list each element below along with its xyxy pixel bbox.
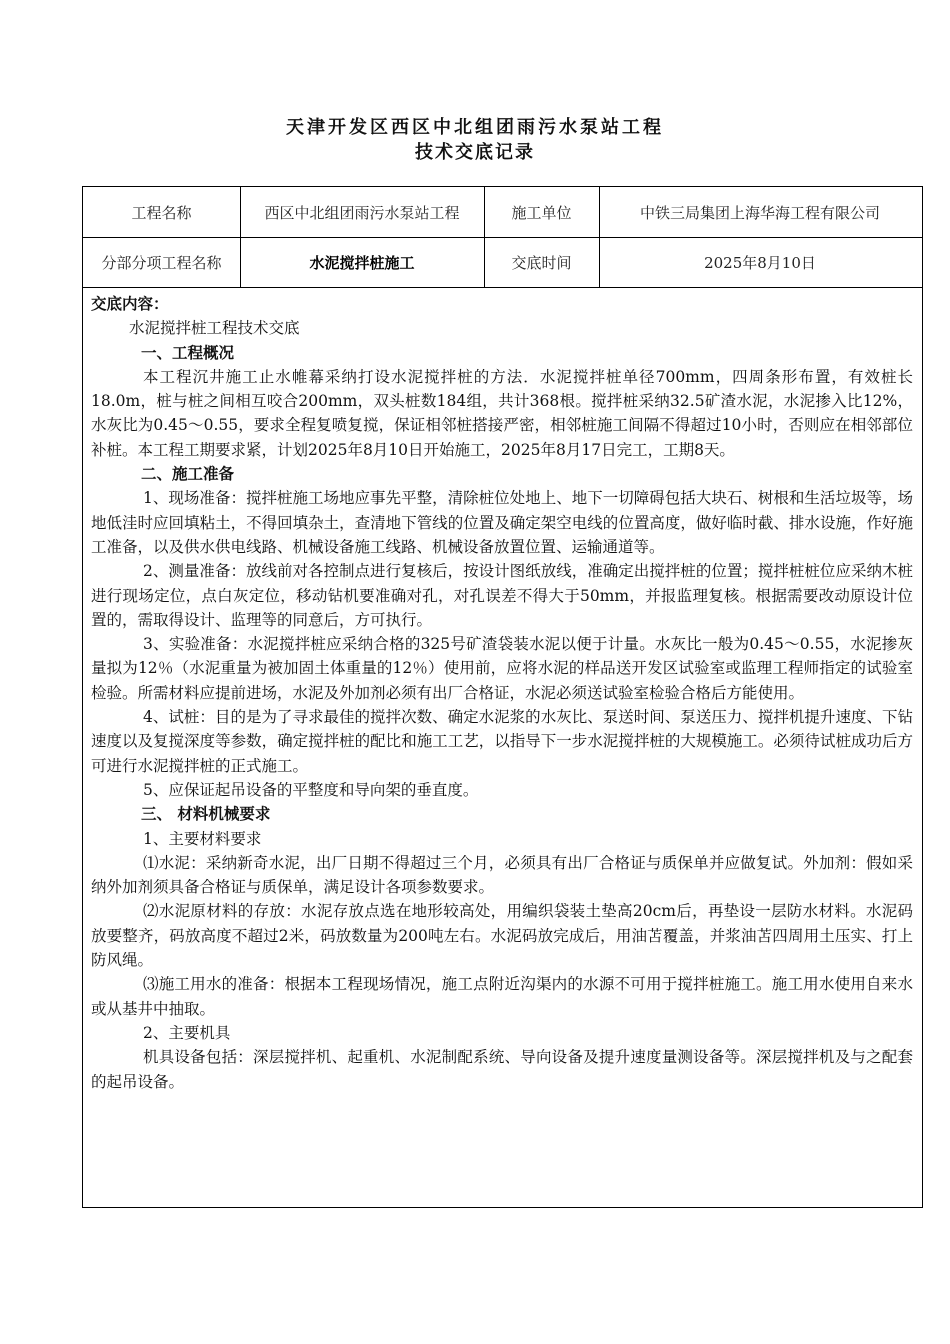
briefing-content	[91, 292, 913, 1094]
grid-line	[83, 287, 922, 288]
subsection-heading: 2、主要机具	[143, 1023, 231, 1042]
subitem-value: 水泥搅拌桩施工	[309, 253, 415, 272]
paragraph: 5、应保证起吊设备的平整度和导向架的垂直度。	[143, 780, 479, 799]
paragraph: ⑶施工用水的准备：根据本工程现场情况，施工点附近沟渠内的水源不可用于搅拌桩施工。施工用水使用自来水或从基井中抽取。	[91, 975, 913, 1018]
project-name-value: 西区中北组团雨污水泵站工程	[264, 203, 460, 222]
paragraph: ⑵水泥原材料的存放：水泥存放点选在地形较高处，用编织袋装土垫高20cm后，再垫设一层防水材料。水泥码放要整齐，码放高度不超过2米，码放数量为200吨左右。水泥码放完成后，用油苫覆盖，并浆油苫四周用土压实、打上防风绳。	[91, 902, 913, 970]
content-label: 交底内容：	[91, 294, 169, 313]
paragraph: 本工程沉井施工止水帷幕采纳打设水泥搅拌桩的方法．水泥搅拌桩单径700mm，四周条形布置，有效桩长18.0m，桩与桩之间相互咬合200mm，双头桩数184组，共计368根。搅拌桩采纳32.5矿渣水泥，水泥掺入比12%，水灰比为0.45～0.55，要求全程复喷复搅，保证相邻桩搭接严密，相邻桩施工间隔不得超过10小时，否则应在相邻部位补桩。本工程工期要求紧，计划2025年8月10日开始施工，2025年8月17日完工，工期8天。	[91, 367, 913, 459]
document-title: 天津开发区西区中北组团雨污水泵站工程	[286, 117, 664, 138]
subsection-heading: 1、主要材料要求	[143, 829, 262, 848]
contractor-label: 施工单位	[511, 203, 572, 222]
paragraph: ⑴水泥：采纳新奇水泥，出厂日期不得超过三个月，必须具有出厂合格证与质保单并应做复试。外加剂：假如采纳外加剂须具备合格证与质保单，满足设计各项参数要求。	[91, 853, 913, 897]
paragraph: 2、测量准备：放线前对各控制点进行复核后，按设计图纸放线，准确定出搅拌桩的位置；搅拌桩桩位应采纳木桩进行现场定位，点白灰定位，移动钻机要准确对孔，对孔误差不得大于50mm，并报监理复核。根据需要改动原设计位置的，需取得设计、监理等的同意后，方可执行。	[91, 562, 913, 629]
date-value: 2025年8月10日	[704, 253, 816, 272]
paragraph: 3、实验准备：水泥搅拌桩应采纳合格的325号矿渣袋装水泥以便于计量。水灰比一般为0.45～0.55，水泥掺灰量拟为12％（水泥重量为被加固土体重量的12％）使用前，应将水泥的样品送开发区试验室或监理工程师指定的试验室检验。所需材料应提前进场，水泥及外加剂必须有出厂合格证，水泥必须送试验室检验合格后方能使用。	[91, 635, 913, 702]
record-table	[82, 186, 923, 1208]
section-heading: 三、 材料机械要求	[141, 804, 271, 824]
date-label: 交底时间	[511, 253, 572, 272]
paragraph: 4、试桩：目的是为了寻求最佳的搅拌次数、确定水泥浆的水灰比、泵送时间、泵送压力、搅拌机提升速度、下钻速度以及复搅深度等参数，确定搅拌桩的配比和施工工艺，以指导下一步水泥搅拌桩的大规模施工。必须待试桩成功后方可进行水泥搅拌桩的正式施工。	[91, 708, 913, 775]
section-heading: 一、工程概况	[141, 342, 235, 362]
content-intro: 水泥搅拌桩工程技术交底	[129, 319, 300, 338]
subitem-label: 分部分项工程名称	[101, 253, 222, 272]
section-heading: 二、施工准备	[141, 464, 235, 484]
paragraph: 1、现场准备：搅拌桩施工场地应事先平整，清除桩位处地上、地下一切障碍包括大块石、树根和生活垃圾等，场地低洼时应回填粘土，不得回填杂土，查清地下管线的位置及确定架空电线的位置高度，做好临时截、排水设施，作好施工准备，以及供水供电线路、机械设备施工线路、机械设备放置位置、运输通道等。	[91, 489, 913, 556]
project-name-label: 工程名称	[131, 203, 192, 222]
contractor-value: 中铁三局集团上海华海工程有限公司	[639, 203, 880, 222]
document-subtitle: 技术交底记录	[415, 142, 535, 163]
paragraph: 机具设备包括：深层搅拌机、起重机、水泥制配系统、导向设备及提升速度量测设备等。深层搅拌机及与之配套的起吊设备。	[91, 1048, 913, 1091]
